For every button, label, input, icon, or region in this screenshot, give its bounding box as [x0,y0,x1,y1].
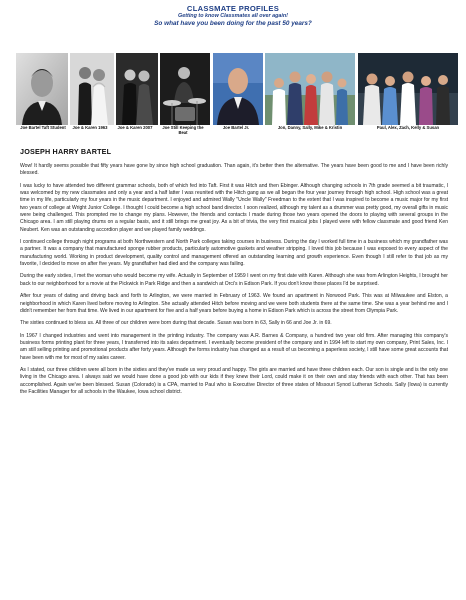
drummer-photo-icon [160,53,210,125]
paragraph: The sixties continued to bless us. All three of our children were born during that decade. Susan was born in 63, Sally in 66 and Joe Jr. in 69. [20,320,332,327]
portrait-photo-icon [213,53,263,125]
photo-joe-jr [213,53,263,125]
photo-strip [16,53,466,128]
group-photo-icon [358,53,458,125]
photo-taft-student [16,53,68,125]
paragraph: During the early sixties, I met the woman who would become my wife. Actually in September of 1959 I went on my first date with Karen. Although she was from Arlington Heights, I brought her back to our neighborhood for a movie at the Pickwick in Park Ridge and then a sandwich at Orci's in Edison Park. If you don't know those places I'd be surprised. [20,273,448,287]
photo-family-group-1 [265,53,355,125]
photo-caption: Paul, Alex, Zach, Kelly & Susan [376,125,440,130]
photo-caption: Joe Still Keeping the Beat [162,125,204,135]
profile-name: JOSEPH HARRY BARTEL [20,147,112,156]
photo-caption: Jon, Danny, Sally, Mike & Kristin [277,125,343,130]
paragraph: I was lucky to have attended two different grammar schools, both of which fed into Taft. First it was Hitch and then Ebinger. Although changing schools in 7th grade seemed a bit traumatic, I was welcomed by my new classmates and only a year and a half latter I was reunited with the Hitch gang as we all began the four year journey through high school. High school was a great time in my life, particularly my four years in the music department. I enjoyed and admired Wally "Uncle Wally" Freedman to the extent that I was inspired to become a music major for my first two years of college at Wright Junior College. I thought I could become a high school band director. I soon realized, although my talent as a drummer was pretty good, my overall gifts in music were being challenged. This prompted me to change my plans. However, the friends and contacts I made during those two years opened the doors to playing with several groups in the Chicago area. I am still playing drums on a regular basis, and it still brings me great joy. As a bit of trivia, the very first musical jobs I played were with fellow classmate and good friend Ken Neubert. Ken was an outstanding accordion player and we played family weddings. [20,182,448,233]
page-question: So what have you been doing for the past 50 years? [154,20,312,27]
photo-family-group-2 [358,53,458,125]
photo-caption: Joe Bartel Taft Student [20,125,66,130]
photo-caption: Joe & Karen 1963 [72,125,108,130]
photo-joe-karen-2007 [116,53,158,125]
photo-caption: Joe & Karen 2007 [117,125,153,130]
photo-drummer [160,53,210,125]
profile-body [20,163,448,402]
group-photo-icon [265,53,355,125]
couple-photo-icon [70,53,114,125]
photo-joe-karen-1963 [70,53,114,125]
couple-photo-icon [116,53,158,125]
photo-caption: Joe Bartel Jr. [222,125,250,130]
paragraph: Wow! It hardly seems possible that fifty years have gone by since high school graduation. Than again, it's better then the alternative. The years have been good to me and I have been richly blessed. [20,163,448,177]
paragraph: In 1967 I changed industries and went into management in the printing industry. The company was A.R. Barnes & Company, a hundred two year old firm. After managing this company's business forms printing plant for three years, I transferred into its sales department. I eventually become president of the company and in 1994 left to start my own company, Print Sales, Inc. I am still selling printing and promotional products after forty years. Although the forms industry has changed as a result of us becoming a paperless society, I still have some great accounts that have been with me for most of my sales career. [20,332,448,361]
page-header [0,0,466,28]
portrait-photo-icon [16,53,68,125]
paragraph: As I stated, our three children were all born in the sixties and they've made us very proud and happy. The girls are married and have three children each. Our son is single and is the only one living in the Chicago area. I always said we would have done a good job with our kids if they knew their Lord, could make it on their own and stay friends with each other. That has been accomplished. Again we've been blessed. Susan (Colorado) is a CPA, married to Paul who is Executive Director of three states of Missouri Synod Lutheran Schools. Sally (Iowa) is currently the Facilities Manager for all schools in the Waukee, Iowa school district. [20,367,448,396]
paragraph: After four years of dating and driving back and forth to Arlington, we were married in February of 1963. We found an apartment in Norwood Park. This was at Milwaukee and Elston, a neighborhood in which Karen lived before moving to Arlington. She actually attended Hitch before moving and we were both students there at the same time. She was a year behind me and I didn't remember her from that time. We lived in our apartment for five and a half years before buying a home in Edison Park which is across the street from Olympia Park. [20,293,448,314]
paragraph: I continued college through night programs at both Northwestern and North Park colleges taking courses in business. During the day I worked full time in a business which my grandfather was a partner. It was a company that manufactured sponge rubber products, particularly automotive gaskets and weather stripping. I loved this job because I was exposed to every aspect of the manufacturing world. Working in product development, quality control and management offered an outstanding learning and growth experience. Even though I still refer to that job as my favorite, I decided to move on after five years. My grandfather had died and the company was failing. [20,239,448,267]
page-title: CLASSMATE PROFILES [186,4,280,13]
page-subtitle: Getting to know Classmates all over again! [178,13,288,19]
